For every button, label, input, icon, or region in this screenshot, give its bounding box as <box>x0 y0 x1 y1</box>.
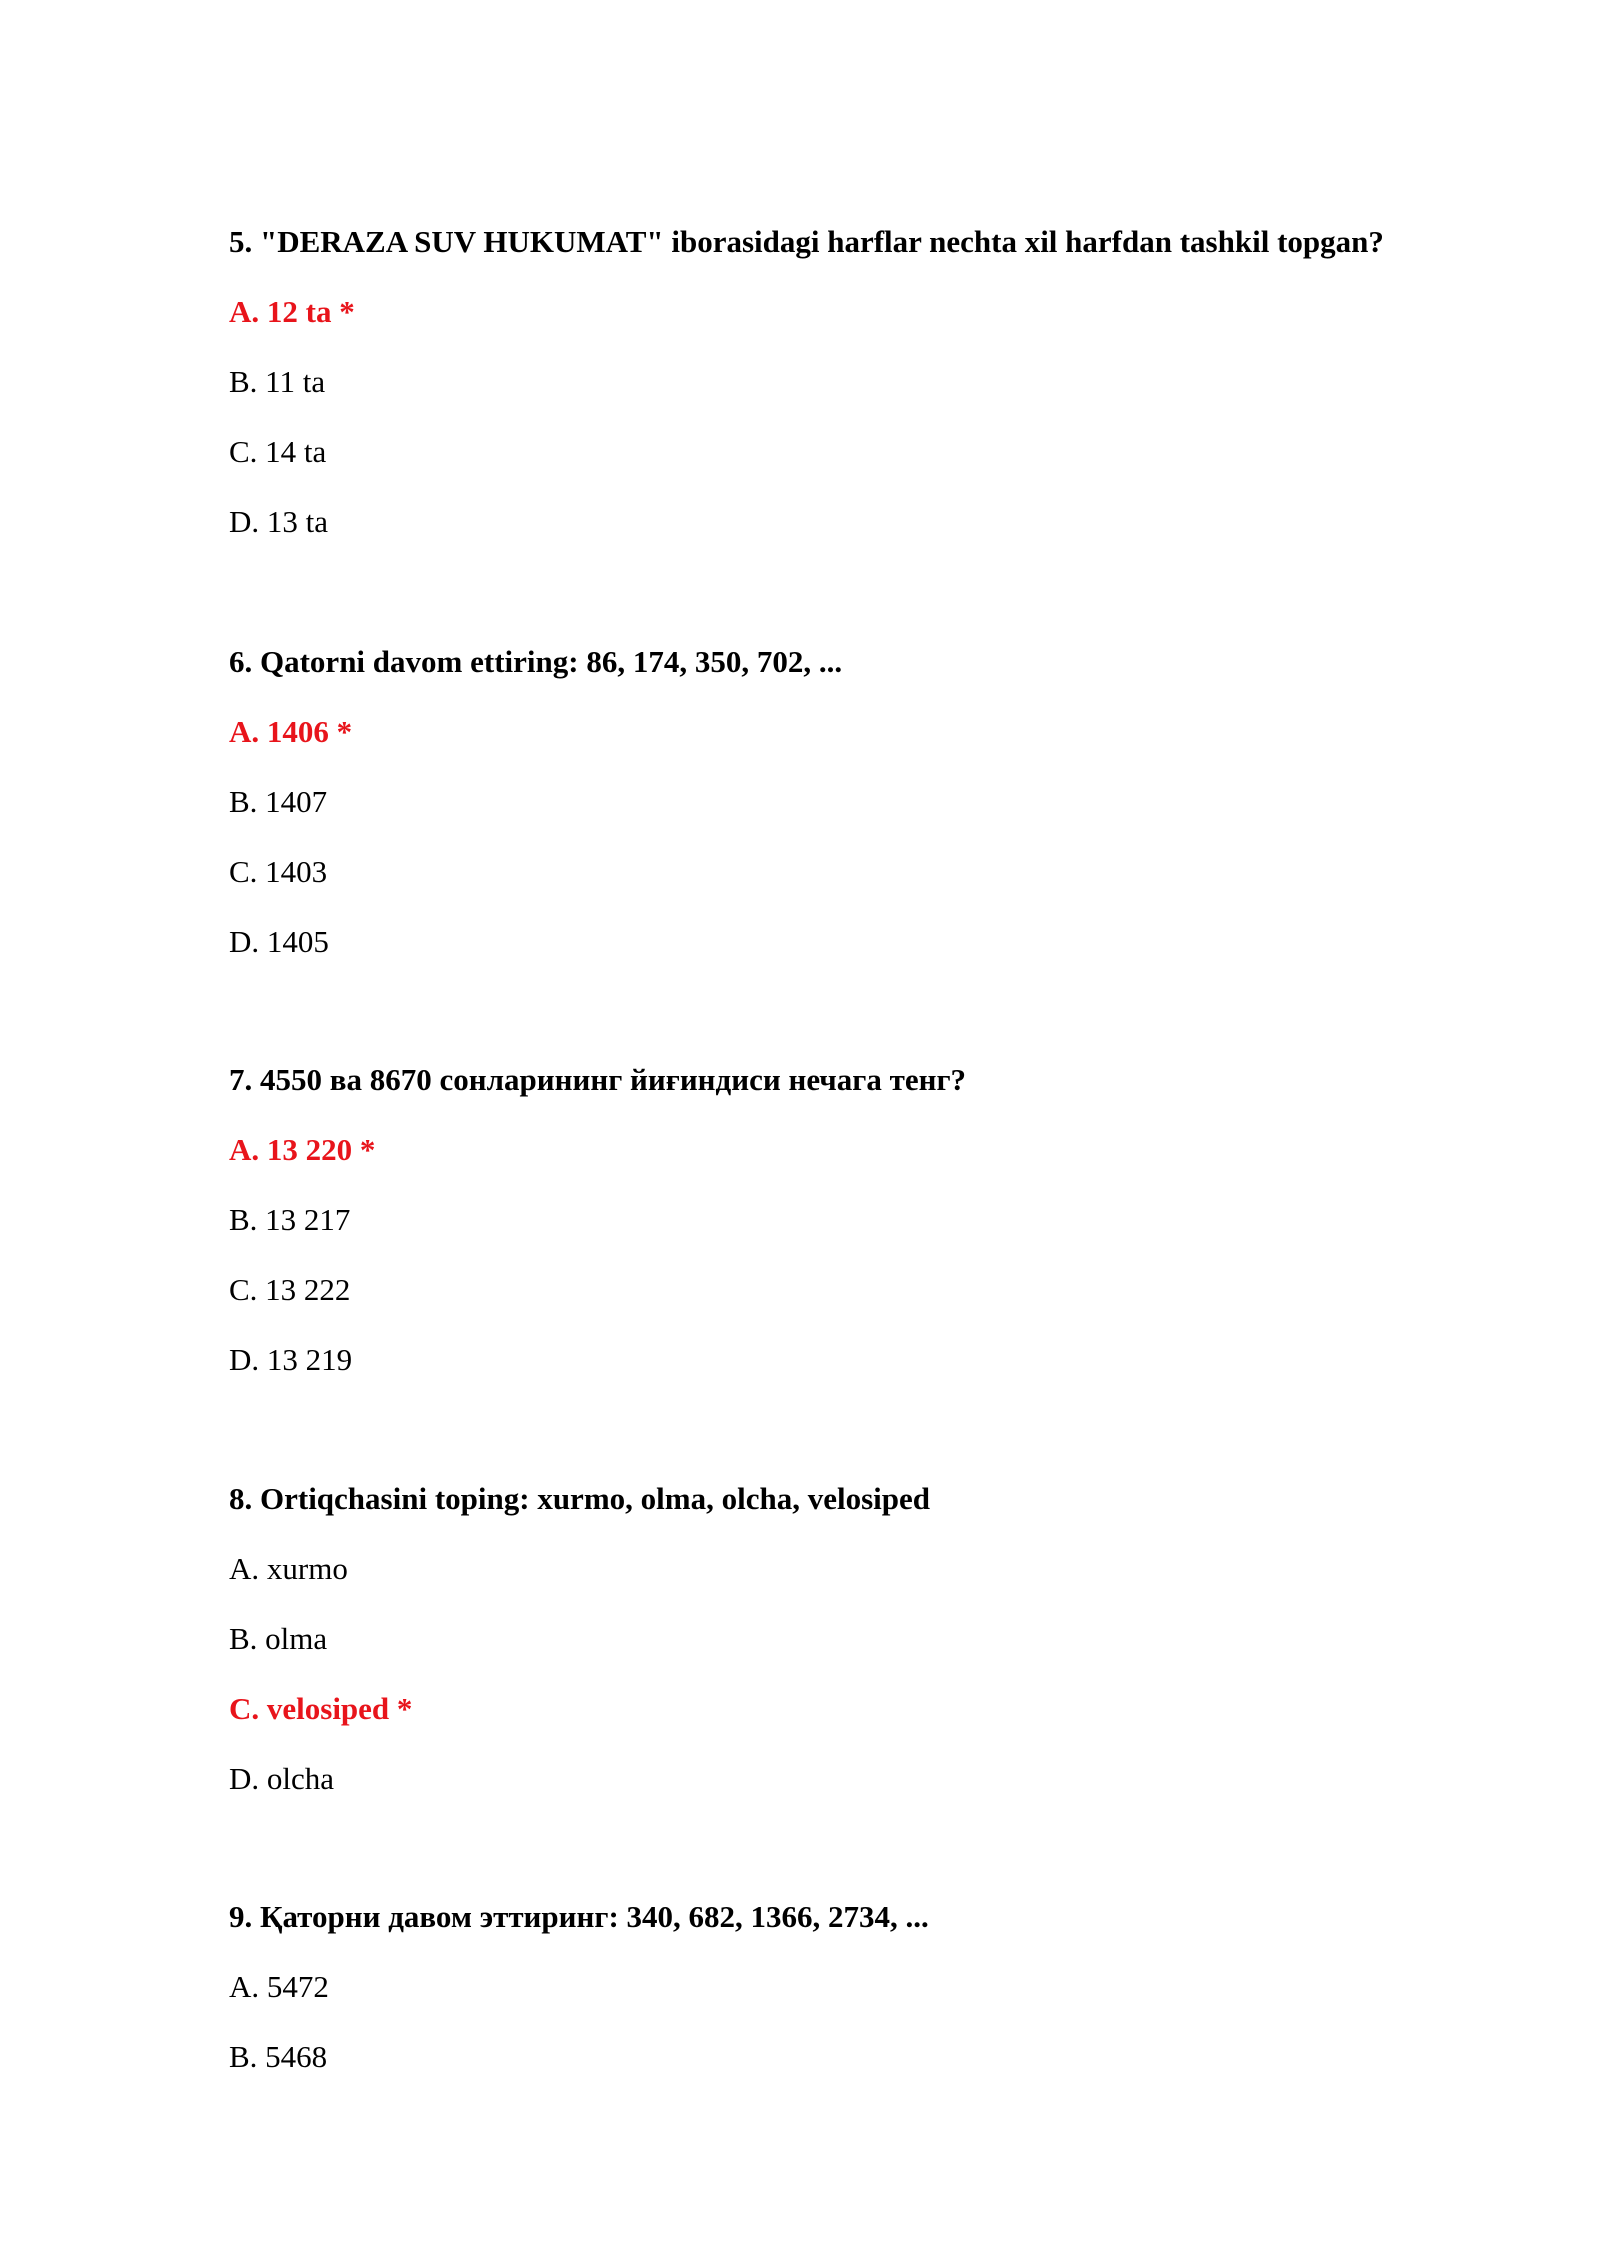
question-6-option-c: C. 1403 <box>229 854 328 889</box>
question-6: 6. Qatorni davom ettiring: 86, 174, 350, 702, ... <box>229 644 843 679</box>
question-5: 5. "DERAZA SUV HUKUMAT" iborasidagi harflar nechta xil harfdan tashkil topgan? <box>229 224 1384 259</box>
question-9: 9. Қаторни давом эттиринг: 340, 682, 1366, 2734, ... <box>229 1899 929 1934</box>
question-7: 7. 4550 ва 8670 сонларининг йиғиндиси нечага тенг? <box>229 1062 967 1097</box>
question-8-option-c: C. velosiped * <box>229 1691 413 1726</box>
question-6-option-b: B. 1407 <box>229 784 328 819</box>
question-8-option-a: A. xurmo <box>229 1551 348 1586</box>
question-6-option-d: D. 1405 <box>229 924 329 959</box>
question-7-option-a: A. 13 220 * <box>229 1132 376 1167</box>
question-8: 8. Ortiqchasini toping: xurmo, olma, olcha, velosiped <box>229 1481 930 1516</box>
question-8-option-b: B. olma <box>229 1621 328 1656</box>
question-5-option-c: C. 14 ta <box>229 434 327 469</box>
question-7-option-c: C. 13 222 <box>229 1272 351 1307</box>
question-9-option-a: A. 5472 <box>229 1969 329 2004</box>
question-6-option-a: A. 1406 * <box>229 714 353 749</box>
question-8-option-d: D. olcha <box>229 1761 335 1796</box>
question-5-option-b: B. 11 ta <box>229 364 326 399</box>
question-5-option-d: D. 13 ta <box>229 504 329 539</box>
question-7-option-b: B. 13 217 <box>229 1202 351 1237</box>
question-7-option-d: D. 13 219 <box>229 1342 353 1377</box>
question-5-option-a: A. 12 ta * <box>229 294 355 329</box>
question-9-option-b: B. 5468 <box>229 2039 328 2074</box>
